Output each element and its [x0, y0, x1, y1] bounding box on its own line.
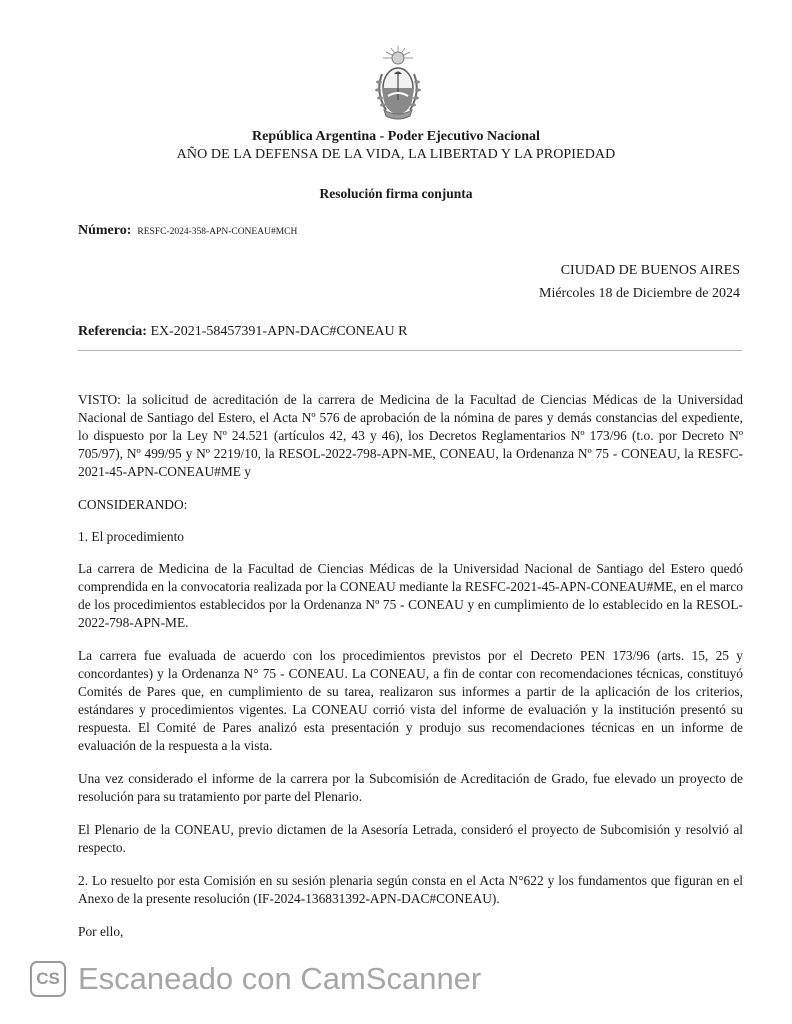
visto-paragraph: VISTO: la solicitud de acreditación de la carrera de Medicina de la Facultad de Ciencias Médicas de la Universidad Nacional de Santiago del Estero, el Acta Nº 576 de aprobación de la nómina de pares y demás constancias del expediente, lo dispuesto por la Ley Nº 24.521 (artículos 42, 43 y 46), los Decretos Reglamentarios Nº 173/96 (t.o. por Decreto Nº 705/97), Nº 499/95 y Nº 2219/10, la RESOL-2022-798-APN-ME, CONEAU, la Ordenanza Nº 75 - CONEAU, la RESFC-2021-45-APN-CONEAU#ME y	[78, 392, 743, 479]
reference-value: EX-2021-58457391-APN-DAC#CONEAU R	[150, 324, 408, 339]
paragraph-3: Una vez considerado el informe de la carrera por la Subcomisión de Acreditación de Grado, fue elevado un proyecto de resolución para su tratamiento por parte del Plenario.	[78, 771, 743, 804]
issue-city: CIUDAD DE BUENOS AIRES	[560, 263, 740, 278]
camscanner-logo-icon: CS	[30, 961, 66, 997]
country-line: República Argentina - Poder Ejecutivo Nacional	[252, 129, 540, 144]
issue-date: Miércoles 18 de Diciembre de 2024	[539, 286, 740, 301]
paragraph-1: La carrera de Medicina de la Facultad de Ciencias Médicas de la Universidad Nacional de Santiago del Estero quedó comprendida en la convocatoria realizada por la CONEAU mediante la RESFC-2021-45-APN-CONEAU#ME, en el marco de los procedimientos establecidos por la Ordenanza Nº 75 - CONEAU y en cumplimiento de lo establecido en la RESOL-2022-798-APN-ME.	[78, 561, 743, 630]
paragraph-4: El Plenario de la CONEAU, previo dictamen de la Asesoría Letrada, consideró el proyecto de Subcomisión y resolvió al respecto.	[78, 822, 743, 855]
considerando-heading: CONSIDERANDO:	[78, 497, 188, 512]
closing-line: Por ello,	[78, 924, 124, 939]
camscanner-watermark-text: Escaneado con CamScanner	[78, 961, 482, 996]
paragraph-2: La carrera fue evaluada de acuerdo con los procedimientos previstos por el Decreto PEN 173/96 (arts. 15, 25 y concordantes) y la Ordenanza N° 75 - CONEAU. La CONEAU, a fin de contar con recomendaciones técnicas, constituyó Comités de Pares que, en cumplimiento de su tarea, realizaron sus informes a partir de la aplicación de los criterios, estándares y procedimientos vigentes. La CONEAU corrió vista del informe de evaluación y la institución presentó su respuesta. El Comité de Pares analizó esta presentación y produjo sus recomendaciones técnicas en un informe de evaluación de la respuesta a la vista.	[78, 648, 743, 753]
document-number	[78, 223, 297, 239]
document-number-value: RESFC-2024-358-APN-CONEAU#MCH	[137, 227, 298, 237]
national-coat-of-arms-seal	[372, 44, 424, 128]
year-motto: AÑO DE LA DEFENSA DE LA VIDA, LA LIBERTAD Y LA PROPIEDAD	[176, 147, 616, 162]
reference-label: Referencia:	[78, 324, 147, 339]
reference	[78, 324, 407, 340]
document-body	[78, 391, 743, 956]
document-number-label: Número:	[78, 223, 132, 238]
section-1-title: 1. El procedimiento	[78, 529, 184, 544]
camscanner-watermark	[30, 960, 481, 998]
paragraph-5: 2. Lo resuelto por esta Comisión en su sesión plenaria según consta en el Acta N°622 y los fundamentos que figuran en el Anexo de la presente resolución (IF-2024-136831392-APN-DAC#CONEAU).	[78, 873, 743, 906]
header-divider	[78, 350, 742, 351]
document-type: Resolución firma conjunta	[319, 186, 473, 201]
